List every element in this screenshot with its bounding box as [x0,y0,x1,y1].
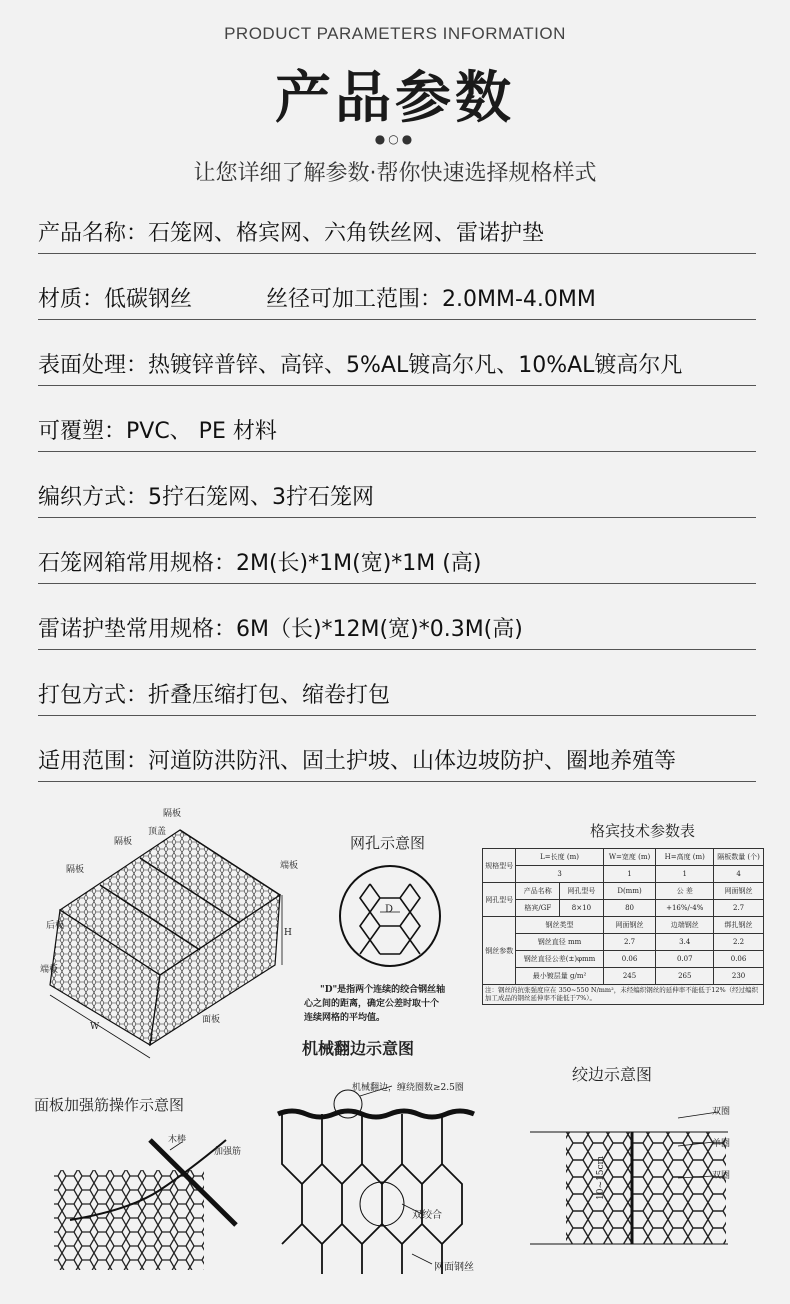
label-partition-1: 隔板 [163,809,182,819]
param-row-reno-spec [38,584,756,650]
spec-cell: 格宾/GF [516,900,560,917]
selvage-label-mech: 机械翻边，缠绕圈数≥2.5圈 [352,1083,464,1093]
spec-cell: 8×10 [560,900,604,917]
spec-cell: 绑扎钢丝 [714,917,764,934]
spec-table-panel [482,818,764,1038]
spec-cell: 4 [714,866,764,883]
param-row-application [38,716,756,782]
param-text-wire-range: 丝径可加工范围：2.0MM-4.0MM [266,287,596,312]
label-face-panel: 面板 [202,1015,221,1025]
twist-label-spacing: 10~15cm [596,1155,606,1200]
gabion-box-drawing [30,800,310,1060]
spec-cell: 3 [516,866,603,883]
label-partition-2: 隔板 [114,837,133,847]
mesh-note-line-3: 连续网格的平均值。 [304,1013,386,1023]
spec-cell: W=宽度 (m) [603,849,656,866]
param-text: 雷诺护垫常用规格：6M（长)*12M(宽)*0.3M(高) [38,617,523,642]
twist-drawing [528,1092,768,1272]
spec-cell: H=高度 (m) [656,849,714,866]
spec-cell: L=长度 (m) [516,849,603,866]
twist-label-single: 单圈 [712,1139,731,1149]
param-row-gabion-spec [38,518,756,584]
spec-table [482,848,764,1005]
selvage-diagram-title: 机械翻边示意图 [302,1039,415,1058]
param-text: 产品名称：石笼网、格宾网、六角铁丝网、雷诺护垫 [38,221,545,246]
spec-cell: 最小镀层量 g/m² [516,968,603,985]
spec-cell: 1 [603,866,656,883]
stiffener-label-rib: 加强筋 [214,1147,242,1157]
stiffener-diagram-title: 面板加强筋操作示意图 [34,1096,185,1114]
twist-label-double-1: 双圈 [712,1107,731,1117]
spec-cell: 0.07 [656,951,714,968]
twist-diagram [528,1062,768,1272]
spec-cell: 钢丝类型 [516,917,603,934]
label-back-panel: 后板 [46,921,65,931]
spec-cell: 隔板数量 (个) [714,849,764,866]
spec-cell: 80 [603,900,656,917]
spec-cell: 230 [714,968,764,985]
mesh-note-line-1: "D"是指两个连续的绞合钢丝轴 [320,985,446,995]
label-h: H [284,928,292,938]
subtitle: 让您详细了解参数·帮你快速选择规格样式 [193,161,597,186]
spec-cell: 3.4 [656,934,714,951]
spec-cell: 钢丝直径 mm [516,934,603,951]
param-row-material [38,254,756,320]
page-title: 产品参数 [275,65,515,131]
spec-cell: 网孔型号 [560,883,604,900]
param-row-coating [38,386,756,452]
spec-cell: 1 [656,866,714,883]
spec-cell: 265 [656,968,714,985]
spec-cell: 2.2 [714,934,764,951]
spec-cell: 钢丝参数 [483,917,516,985]
param-text: 石笼网箱常用规格：2M(长)*1M(宽)*1M (高) [38,551,482,576]
spec-cell: 245 [603,968,656,985]
spec-cell: 2.7 [603,934,656,951]
mesh-diagram-title: 网孔示意图 [350,834,426,852]
spec-cell: 网孔型号 [483,883,516,917]
param-row-packing [38,650,756,716]
spec-cell: 2.7 [714,900,764,917]
spec-cell: 边端钢丝 [656,917,714,934]
spec-cell: +16%/-4% [656,900,714,917]
selvage-drawing [272,1074,522,1274]
d-label: D [385,904,394,915]
title-dots: ●○● [374,132,416,146]
twist-diagram-title: 绞边示意图 [572,1065,653,1084]
param-text: 表面处理：热镀锌普锌、高锌、5%AL镀高尔凡、10%AL镀高尔凡 [38,353,683,378]
spec-cell: 规格型号 [483,849,516,883]
param-text: 可覆塑：PVC、 PE 材料 [38,419,277,444]
label-w: W [90,1022,100,1032]
param-row-product-name [38,188,756,254]
label-partition-3: 隔板 [66,865,85,875]
label-end-panel-1: 端板 [280,861,299,871]
spec-table-title: 格宾技术参数表 [590,822,696,840]
param-text: 编织方式：5拧石笼网、3拧石笼网 [38,485,374,510]
spec-cell: 产品名称 [516,883,560,900]
selvage-label-mesh-wire: 网面钢丝 [434,1262,474,1273]
param-text: 材质：低碳钢丝 [38,287,193,312]
spec-cell: D(mm) [603,883,656,900]
spec-note: 注：钢丝的抗张强度应在 350~550 N/mm²，未经编织钢丝的延伸率不能低于12%（经过编织加工成品的钢丝延伸率不能低于7%）。 [483,985,764,1005]
stiffener-diagram [30,1090,270,1280]
stiffener-label-stick: 木棒 [168,1135,187,1145]
mesh-note-line-2: 心之间的距离，确定公差时取十个 [304,999,440,1009]
spec-cell: 0.06 [603,951,656,968]
mesh-circle-drawing [298,854,478,984]
spec-cell: 网面钢丝 [714,883,764,900]
spec-cell: 网面钢丝 [603,917,656,934]
twist-label-double-2: 双圈 [712,1171,731,1181]
spec-cell: 钢丝直径公差(±)φmm [516,951,603,968]
selvage-label-double-twist: 双绞合 [412,1210,442,1221]
selvage-diagram [272,1036,522,1276]
param-text: 打包方式：折叠压缩打包、缩卷打包 [38,683,391,708]
mesh-hole-diagram [298,828,478,1028]
label-lid: 顶盖 [148,827,167,837]
param-text: 适用范围：河道防洪防汛、固土护坡、山体边坡防护、圈地养殖等 [38,749,677,774]
gabion-box-diagram [30,800,310,1060]
spec-cell: 公 差 [656,883,714,900]
en-title: PRODUCT PARAMETERS INFORMATION [224,24,566,43]
param-row-weave [38,452,756,518]
label-end-panel-2: 端板 [40,965,59,975]
label-l: L [150,1034,156,1044]
spec-cell: 0.06 [714,951,764,968]
param-row-surface [38,320,756,386]
